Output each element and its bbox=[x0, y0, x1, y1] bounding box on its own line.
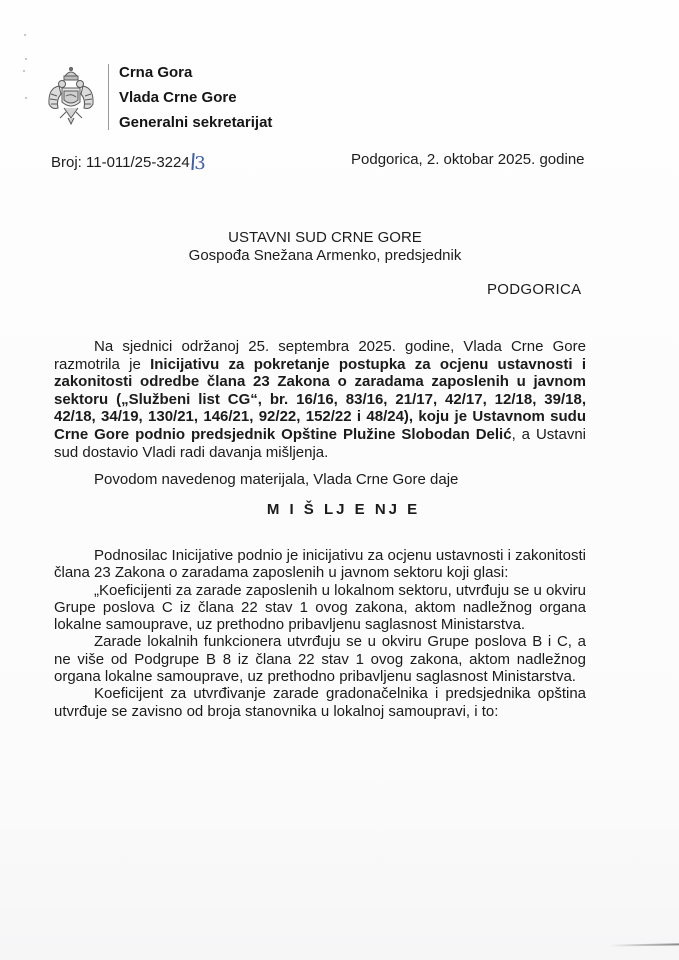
intro-text-end: , a Ustavni sud dostavio Vladi radi davanja mišljenja. bbox=[54, 425, 586, 461]
opinion-body bbox=[54, 547, 586, 720]
quoted-paragraph: „Koeficijenti za zarade zaposlenih u lokalnom sektoru, utvrđuju se u okviru Grupe poslova C iz člana 22 stav 1 ovog zakona, aktom nadležnog organa lokalne samouprave, uz prethodno pribavljenu saglasnost Ministarstva. bbox=[54, 581, 586, 634]
reference-number-text: Broj: 11-011/25-3224 bbox=[51, 154, 190, 171]
quoted-paragraph: Koeficijent za utvrđivanje zarade gradonačelnika i predsjednika opština utvrđuje se zavisno od broja stanovnika u lokalnoj samoupravi, i to: bbox=[54, 685, 586, 720]
handwritten-suffix: 3 bbox=[194, 153, 206, 174]
intro-paragraph-2 bbox=[54, 471, 586, 489]
letterhead-government: Vlada Crne Gore bbox=[119, 89, 237, 106]
letterhead-divider bbox=[108, 64, 109, 130]
letterhead-department: Generalni sekretarijat bbox=[119, 114, 273, 131]
letterhead-lines bbox=[119, 60, 272, 135]
addressee-person: Gospođa Snežana Armenko, predsjednik bbox=[188, 247, 462, 264]
letterhead-country: Crna Gora bbox=[119, 64, 193, 81]
intro-paragraph-2-text: Povodom navedenog materijala, Vlada Crne Gore daje bbox=[94, 471, 459, 488]
opinion-paragraph: Podnosilac Inicijative podnio je inicijativu za ocjenu ustavnosti i zakonitosti člana 23 Zakona o zaradama zaposlenih u javnom sektoru koji glasi: bbox=[54, 547, 586, 582]
page-edge-shadow bbox=[609, 943, 679, 946]
montenegro-coat-of-arms-icon bbox=[46, 66, 96, 128]
intro-text-start: Na sjednici održanoj 25. septembra 2025. godine, Vlada Crne Gore razmotrila je bbox=[54, 338, 586, 373]
intro-text-bold: Inicijativu za pokretanje postupka za ocjenu ustavnosti i zakonitosti odredbe člana 23 Zakona o zaradama zaposlenih u javnom sektoru („Službeni list CG“, br. 16/16, 83/16, 21/17, 42/17, 12/18, 39/18, 42/18, 34/19, 130/21, 146/21, 92/22, 152/22 i 48/24), koju je Ustavnom sudu Crne Gore podnio predsjednik Opštine Plužine Slobodan Delić bbox=[54, 355, 587, 443]
addressee-city: PODGORICA bbox=[487, 281, 582, 298]
document-title: M I Š LJ E NJ E bbox=[266, 501, 421, 518]
addressee-block bbox=[150, 229, 500, 265]
reference-number bbox=[51, 151, 206, 172]
place-date: Podgorica, 2. oktobar 2025. godine bbox=[351, 151, 585, 168]
intro-paragraph bbox=[54, 338, 586, 461]
addressee-institution: USTAVNI SUD CRNE GORE bbox=[228, 229, 422, 246]
intro-paragraph-text bbox=[54, 338, 586, 461]
letterhead bbox=[46, 62, 272, 132]
quoted-paragraph: Zarade lokalnih funkcionera utvrđuju se u okviru Grupe poslova B i C, a ne više od Podgrupe B 8 iz člana 22 stav 1 ovog zakona, aktom nadležnog organa lokalne samouprave, uz prethodno pribavljenu saglasnost Ministarstva. bbox=[54, 633, 586, 686]
